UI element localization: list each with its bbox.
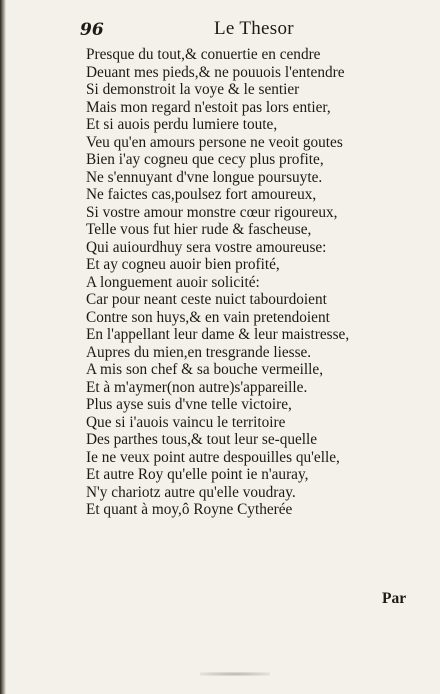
verse-line: Car pour neant ceste nuict tabourdoient — [86, 291, 327, 308]
verse-line: Et à m'aymer(non autre)s'appareille. — [86, 378, 308, 396]
verse-line: Si demonstroit la voye & le sentier — [86, 81, 300, 98]
verse-line: Mais mon regard n'estoit pas lors entier, — [86, 98, 331, 116]
verse-line: Et quant à moy,ô Royne Cytherée — [86, 501, 293, 518]
verse-line: Et ay cogneu auoir bien profité, — [86, 256, 280, 273]
verse-line: Si vostre amour monstre cœur rigoureux, — [86, 203, 338, 221]
verse-line: Ne faictes cas,poulsez fort amoureux, — [86, 186, 317, 203]
verse-line: Et si auois perdu lumiere toute, — [86, 116, 278, 133]
running-title: Le Thesor — [214, 18, 294, 39]
verse-line: Deuant mes pieds,& ne pouuois l'entendre — [86, 63, 345, 81]
catchword: Par — [382, 590, 407, 607]
page-binding-edge — [0, 0, 6, 694]
verse-line: Aupres du mien,en tresgrande liesse. — [86, 343, 312, 361]
verse-line: N'y chariotz autre qu'elle voudray. — [86, 483, 296, 501]
page-header — [80, 16, 340, 44]
ink-smudge — [200, 672, 270, 676]
verse-line: Des parthes tous,& tout leur se-quelle — [86, 431, 318, 448]
verse-line: Que si i'auois vaincu le territoire — [86, 413, 286, 431]
verse-line: Telle vous fut hier rude & fascheuse, — [86, 221, 312, 238]
verse-line: A mis son chef & sa bouche vermeille, — [86, 361, 324, 378]
verse-line: En l'appellant leur dame & leur maistresse, — [86, 326, 350, 343]
page-number: 96 — [80, 20, 104, 40]
verse-line: Et autre Roy qu'elle point ie n'auray, — [86, 466, 309, 483]
verse-line: Plus ayse suis d'vne telle victoire, — [86, 396, 292, 413]
verse-line: Ne s'ennuyant d'vne longue poursuyte. — [86, 168, 323, 186]
verse-line: Contre son huys,& en vain pretendoient — [86, 308, 330, 326]
verse-line: Veu qu'en amours persone ne veoit goutes — [86, 133, 343, 151]
verse-line: Presque du tout,& conuertie en cendre — [86, 46, 321, 63]
verse-text — [86, 46, 416, 519]
verse-line: A longuement auoir solicité: — [86, 273, 260, 291]
verse-line: Bien i'ay cogneu que cecy plus profite, — [86, 151, 324, 168]
verse-line: Ie ne veux point autre despouilles qu'elle, — [86, 448, 340, 466]
verse-line: Qui auiourdhuy sera vostre amoureuse: — [86, 238, 327, 256]
